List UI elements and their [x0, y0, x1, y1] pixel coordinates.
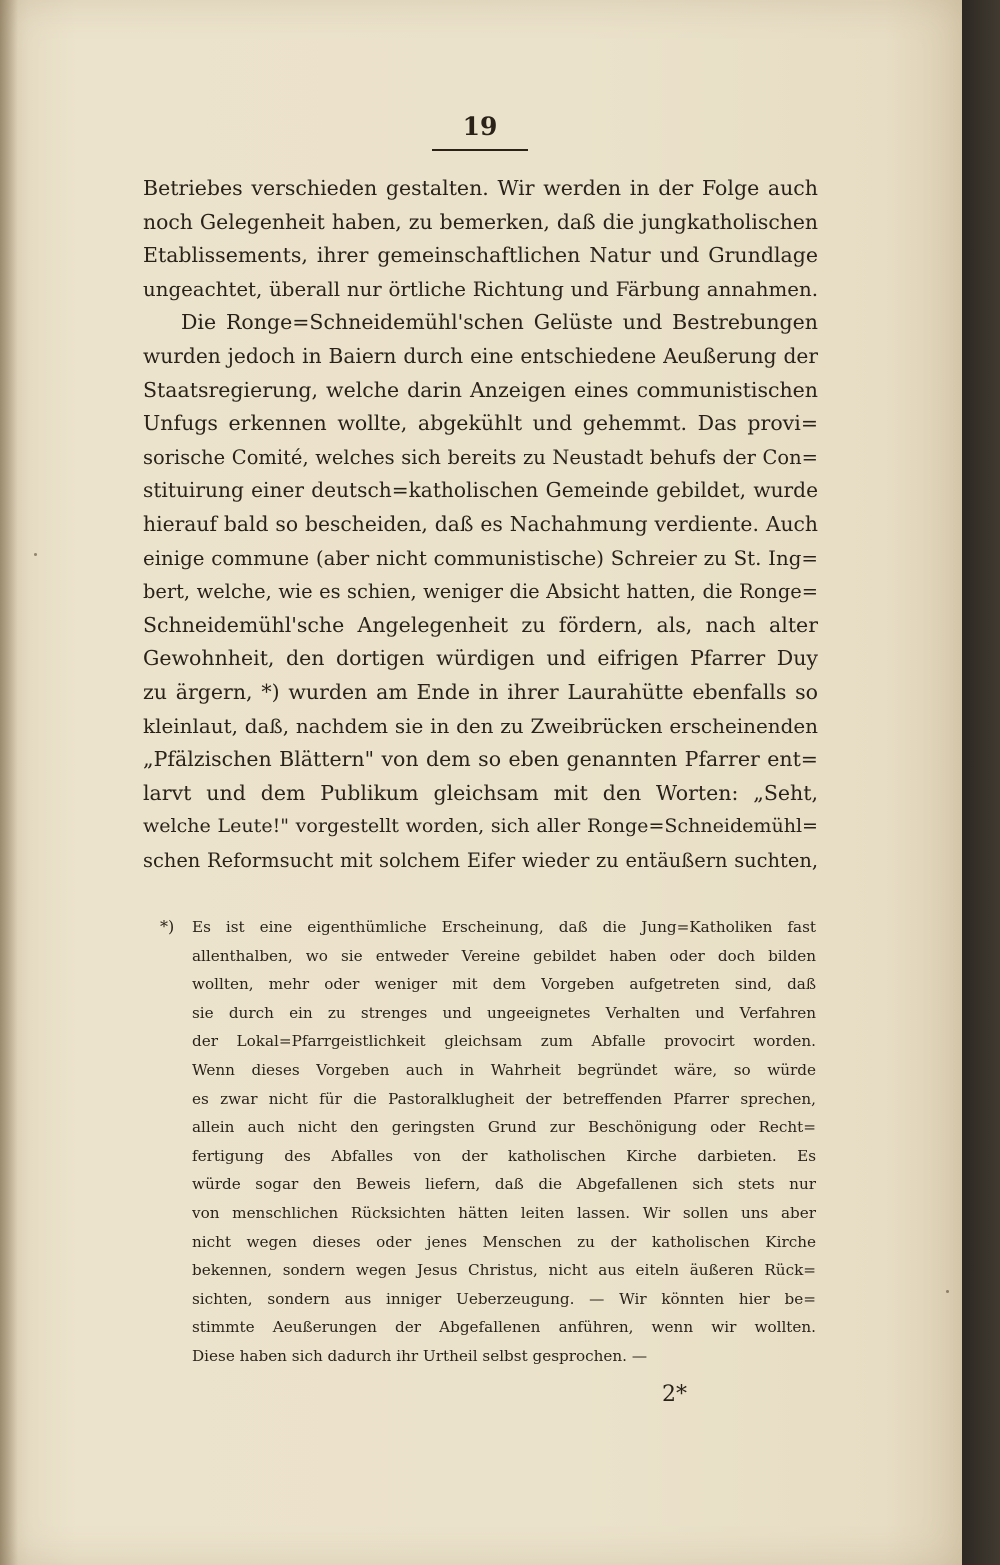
- body-line: larvt und dem Publikum gleichsam mit den Worten: „Seht,: [143, 780, 818, 805]
- footnote-line: nicht wegen dieses oder jenes Menschen zu der katholischen Kirche: [192, 1232, 816, 1251]
- paper-speck: [946, 1290, 949, 1293]
- footnote-line: Es ist eine eigenthümliche Erscheinung, daß die Jung=Katholiken fast: [192, 918, 816, 936]
- body-line: wurden jedoch in Baiern durch eine entschiedene Aeußerung der: [143, 343, 818, 368]
- body-line: Etablissements, ihrer gemeinschaftlichen Natur und Grundlage: [143, 243, 818, 268]
- body-line: ungeachtet, überall nur örtliche Richtung und Färbung annahmen.: [143, 277, 818, 301]
- body-line: bert, welche, wie es schien, weniger die Absicht hatten, die Ronge=: [143, 580, 818, 604]
- paper-speck: [34, 553, 37, 556]
- page-number-rule: [432, 149, 528, 151]
- footnote-line: Diese haben sich dadurch ihr Urtheil selbst gesprochen. —: [192, 1346, 648, 1365]
- body-line: Gewohnheit, den dortigen würdigen und eifrigen Pfarrer Duy: [143, 646, 818, 671]
- body-line: hierauf bald so bescheiden, daß es Nachahmung verdiente. Auch: [143, 511, 818, 536]
- footnote-marker: *): [160, 917, 175, 936]
- signature-mark: 2*: [662, 1382, 687, 1407]
- footnote-line: stimmte Aeußerungen der Abgefallenen anführen, wenn wir wollten.: [192, 1318, 816, 1337]
- page-edge: [962, 0, 1000, 1565]
- footnote-line: fertigung des Abfalles von der katholischen Kirche darbieten. Es: [192, 1146, 816, 1165]
- footnote-line: bekennen, sondern wegen Jesus Christus, nicht aus eiteln äußeren Rück=: [192, 1261, 816, 1280]
- footnote-line: der Lokal=Pfarrgeistlichkeit gleichsam zum Abfalle provocirt worden.: [192, 1032, 816, 1051]
- body-line: kleinlaut, daß, nachdem sie in den zu Zweibrücken erscheinenden: [143, 713, 818, 738]
- body-line: Staatsregierung, welche darin Anzeigen eines communistischen: [143, 377, 818, 402]
- footnote-line: sie durch ein zu strenges und ungeeignetes Verhalten und Verfahren: [192, 1003, 816, 1022]
- body-line: Die Ronge=Schneidemühl'schen Gelüste und Bestrebungen: [181, 310, 818, 335]
- body-line: einige commune (aber nicht communistische) Schreier zu St. Ing=: [143, 546, 818, 570]
- page-number: 19: [462, 112, 498, 141]
- body-line: „Pfälzischen Blättern" von dem so eben genannten Pfarrer ent=: [143, 747, 818, 772]
- body-line: noch Gelegenheit haben, zu bemerken, daß die jungkatholischen: [143, 209, 818, 234]
- footnote-line: allenthalben, wo sie entweder Vereine gebildet haben oder doch bilden: [192, 946, 816, 965]
- footnote-line: sichten, sondern aus inniger Ueberzeugung. — Wir könnten hier be=: [192, 1289, 816, 1308]
- footnote-line: wollten, mehr oder weniger mit dem Vorgeben aufgetreten sind, daß: [192, 975, 816, 994]
- footnote-line: würde sogar den Beweis liefern, daß die Abgefallenen sich stets nur: [192, 1175, 816, 1194]
- main-text: [143, 172, 818, 877]
- footnote-line: Wenn dieses Vorgeben auch in Wahrheit begründet wäre, so würde: [192, 1060, 816, 1079]
- body-line: sorische Comité, welches sich bereits zu Neustadt behufs der Con=: [143, 445, 818, 469]
- spine-shadow: [0, 0, 18, 1565]
- footnote-line: von menschlichen Rücksichten hätten leiten lassen. Wir sollen uns aber: [192, 1203, 816, 1222]
- body-line: welche Leute!" vorgestellt worden, sich aller Ronge=Schneidemühl=: [143, 815, 818, 838]
- body-line: Unfugs erkennen wollte, abgekühlt und gehemmt. Das provi=: [143, 411, 818, 436]
- body-line: zu ärgern, *) wurden am Ende in ihrer Laurahütte ebenfalls so: [143, 679, 818, 704]
- footnote: [192, 913, 816, 1371]
- body-line: schen Reformsucht mit solchem Eifer wieder zu entäußern suchten,: [143, 848, 818, 872]
- footnote-line: es zwar nicht für die Pastoralklugheit der betreffenden Pfarrer sprechen,: [192, 1089, 816, 1108]
- body-line: Betriebes verschieden gestalten. Wir werden in der Folge auch: [143, 176, 818, 200]
- footnote-line: allein auch nicht den geringsten Grund zur Beschönigung oder Recht=: [192, 1118, 816, 1137]
- body-line: stituirung einer deutsch=katholischen Gemeinde gebildet, wurde: [143, 478, 818, 503]
- body-line: Schneidemühl'sche Angelegenheit zu fördern, als, nach alter: [143, 612, 818, 637]
